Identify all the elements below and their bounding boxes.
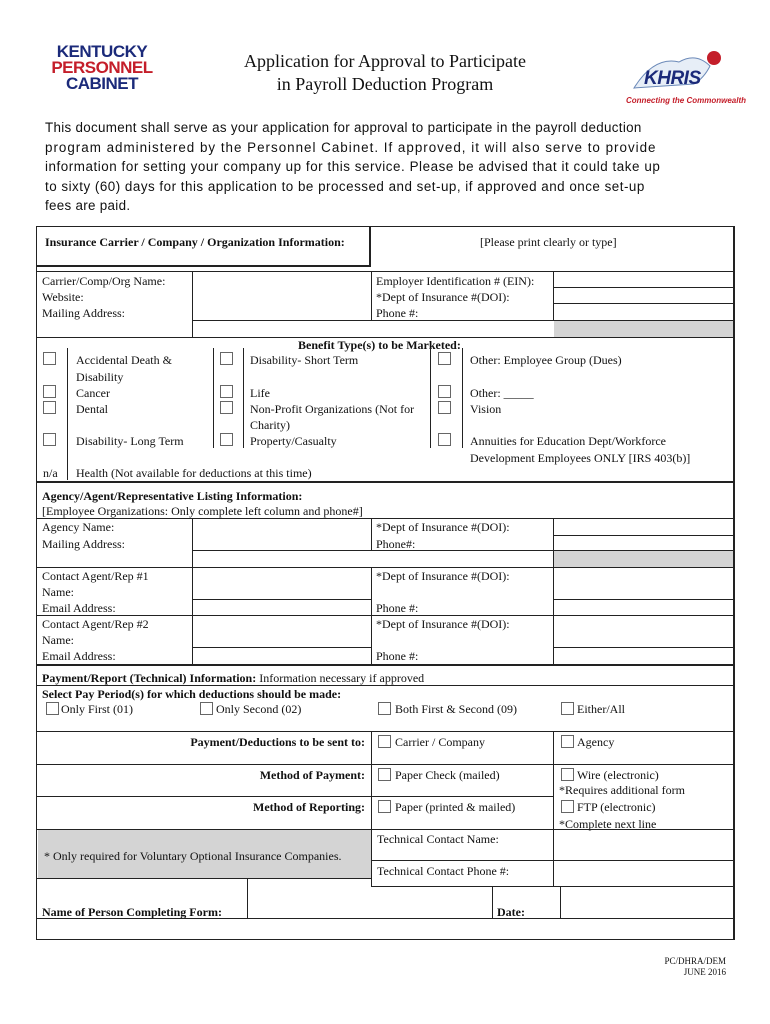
shaded-cell [554, 551, 733, 567]
pay-period-label: Only Second (02) [216, 702, 302, 716]
sent-to-agency-label: Agency [577, 735, 615, 749]
health-label: Health (Not available for deductions at this time) [76, 466, 312, 480]
benefit-checkbox-annuities[interactable] [438, 433, 451, 446]
benefit-label: Other: Employee Group (Dues) [470, 353, 622, 367]
benefit-checkbox-dental[interactable] [43, 401, 56, 414]
pay-period-label: Either/All [577, 702, 625, 716]
agent1-doi-field[interactable] [554, 568, 732, 599]
mailing-address-field-2[interactable] [193, 321, 553, 337]
benefit-label: Disability [76, 370, 124, 384]
pay-period-checkbox-second[interactable] [200, 702, 213, 715]
agent2-doi-field[interactable] [554, 616, 732, 647]
agent2-name-field[interactable] [193, 616, 371, 647]
agent2-doi-label: *Dept of Insurance #(DOI): [376, 617, 510, 631]
mailing-address-label: Mailing Address: [42, 306, 125, 320]
date-label: Date: [497, 905, 525, 919]
agency-name-field[interactable] [193, 519, 371, 551]
benefit-label: Charity) [250, 418, 290, 432]
voluntary-note: * Only required for Voluntary Optional Insurance Companies. [44, 849, 342, 863]
agent1-name-label: Name: [42, 585, 74, 599]
sent-to-label: Payment/Deductions to be sent to: [190, 735, 365, 749]
benefit-label: Disability- Long Term [76, 434, 184, 448]
agent2-phone-field[interactable] [554, 648, 732, 663]
payment-checkbox-check[interactable] [378, 768, 391, 781]
report-note: *Complete next line [559, 817, 657, 831]
intro-line: program administered by the Personnel Cabinet. If approved, it will also serve to provide [45, 139, 657, 155]
person-completing-label: Name of Person Completing Form: [42, 905, 222, 919]
intro-line: to sixty (60) days for this application to be processed and set-up, if approved and once set-up [45, 178, 645, 194]
agency-heading: Agency/Agent/Representative Listing Information: [42, 489, 303, 503]
pay-period-label: Both First & Second (09) [395, 702, 517, 716]
agency-phone-label: Phone#: [376, 537, 416, 551]
doi-label: *Dept of Insurance #(DOI): [376, 290, 510, 304]
intro-line: This document shall serve as your application for approval to participate in the payroll deduction [45, 120, 642, 135]
benefit-label: Development Employees ONLY [IRS 403(b)] [470, 451, 691, 465]
ein-label: Employer Identification # (EIN): [376, 274, 535, 288]
benefit-checkbox-property[interactable] [220, 433, 233, 446]
person-completing-field[interactable] [248, 879, 492, 918]
website-label: Website: [42, 290, 84, 304]
payment-checkbox-wire[interactable] [561, 768, 574, 781]
agency-doi-label: *Dept of Insurance #(DOI): [376, 520, 510, 534]
kentucky-personnel-logo [46, 44, 158, 92]
tech-name-field[interactable] [554, 830, 732, 860]
email1-field[interactable] [193, 600, 371, 615]
benefit-label: Disability- Short Term [250, 353, 359, 367]
agency-phone-field[interactable] [554, 536, 732, 550]
carrier-name-label: Carrier/Comp/Org Name: [42, 274, 166, 288]
khris-logo [624, 48, 746, 106]
intro-line: fees are paid. [45, 198, 131, 213]
na-label: n/a [43, 466, 58, 480]
benefit-label: Non-Profit Organizations (Not for [250, 402, 415, 416]
agency-name-label: Agency Name: [42, 520, 115, 534]
intro-paragraph [45, 118, 727, 216]
payment-wire-label: Wire (electronic) [577, 768, 659, 782]
agency-mailing-label: Mailing Address: [42, 537, 125, 551]
sent-to-checkbox-agency[interactable] [561, 735, 574, 748]
benefit-label: Other: _____ [470, 386, 534, 400]
benefit-label: Property/Casualty [250, 434, 337, 448]
pay-period-checkbox-first[interactable] [46, 702, 59, 715]
benefit-checkbox-nonprofit[interactable] [220, 401, 233, 414]
agent2-phone-label: Phone #: [376, 649, 419, 663]
report-checkbox-ftp[interactable] [561, 800, 574, 813]
benefit-checkbox-vision[interactable] [438, 401, 451, 414]
benefit-label: Cancer [76, 386, 110, 400]
agent2-name-label: Name: [42, 633, 74, 647]
title-line-1: Application for Approval to Participate [244, 51, 526, 71]
benefit-checkbox-accidental[interactable] [43, 352, 56, 365]
khris-logo-text: KHRIS [644, 68, 701, 89]
intro-line: information for setting your company up for this service. Please be advised that it could take up [45, 159, 661, 174]
benefit-checkbox-other[interactable] [438, 385, 451, 398]
agency-note: [Employee Organizations: Only complete left column and phone#] [42, 504, 363, 518]
print-note: [Please print clearly or type] [480, 235, 617, 249]
agent2-label: Contact Agent/Rep #2 [42, 617, 149, 631]
form-frame-right-shadow [733, 226, 735, 940]
email2-label: Email Address: [42, 649, 116, 663]
payment-heading-note: Information necessary if approved [259, 671, 425, 685]
benefit-label: Dental [76, 402, 108, 416]
insurance-heading: Insurance Carrier / Company / Organization Information: [45, 235, 345, 249]
agent1-phone-field[interactable] [554, 600, 732, 615]
date-field[interactable] [561, 887, 732, 918]
logo-line-2: PERSONNEL [51, 58, 153, 77]
pay-period-heading: Select Pay Period(s) for which deductions should be made: [42, 687, 342, 701]
logo-line-3: CABINET [65, 74, 139, 93]
benefit-checkbox-cancer[interactable] [43, 385, 56, 398]
carrier-info-field[interactable] [193, 272, 370, 320]
benefit-checkbox-life[interactable] [220, 385, 233, 398]
logo-line-1: KENTUCKY [56, 42, 148, 61]
footer-date: JUNE 2016 [683, 967, 726, 977]
benefit-label: Vision [470, 402, 502, 416]
benefits-heading: Benefit Type(s) to be Marketed: [298, 338, 461, 352]
pay-period-checkbox-both[interactable] [378, 702, 391, 715]
benefit-label: Accidental Death & [76, 353, 172, 367]
agent1-label: Contact Agent/Rep #1 [42, 569, 149, 583]
tech-phone-label: Technical Contact Phone #: [377, 864, 510, 878]
sent-to-carrier-label: Carrier / Company [395, 735, 485, 749]
benefit-checkbox-other-dues[interactable] [438, 352, 451, 365]
tech-name-label: Technical Contact Name: [377, 832, 499, 846]
page-title [200, 50, 570, 96]
footer-code: PC/DHRA/DEM [664, 956, 726, 966]
report-paper-label: Paper (printed & mailed) [395, 800, 516, 814]
benefit-label: Life [250, 386, 270, 400]
agency-doi-field[interactable] [554, 519, 732, 535]
benefit-label: Annuities for Education Dept/Workforce [470, 434, 666, 448]
payment-heading [42, 670, 424, 686]
agent1-doi-label: *Dept of Insurance #(DOI): [376, 569, 510, 583]
agency-mailing-field-2[interactable] [193, 551, 553, 567]
agent1-name-field[interactable] [193, 568, 371, 599]
agent1-phone-label: Phone #: [376, 601, 419, 615]
benefit-checkbox-disability-long[interactable] [43, 433, 56, 446]
khris-tagline: Connecting the Commonwealth [626, 96, 746, 105]
pay-period-label: Only First (01) [61, 702, 133, 716]
ein-field[interactable] [554, 272, 732, 287]
doi-field[interactable] [554, 288, 732, 303]
email2-field[interactable] [193, 648, 371, 663]
phone-field[interactable] [554, 304, 732, 319]
tech-phone-field[interactable] [554, 861, 732, 885]
benefit-checkbox-disability-short[interactable] [220, 352, 233, 365]
method-payment-label: Method of Payment: [259, 768, 365, 782]
method-report-label: Method of Reporting: [253, 800, 365, 814]
payment-note: *Requires additional form [559, 783, 685, 797]
report-checkbox-paper[interactable] [378, 800, 391, 813]
payment-check-label: Paper Check (mailed) [395, 768, 500, 782]
phone-label: Phone #: [376, 306, 419, 320]
title-line-2: in Payroll Deduction Program [276, 74, 494, 94]
report-ftp-label: FTP (electronic) [577, 800, 656, 814]
shaded-cell [554, 321, 733, 337]
pay-period-checkbox-either[interactable] [561, 702, 574, 715]
email1-label: Email Address: [42, 601, 116, 615]
payment-heading-bold: Payment/Report (Technical) Information: [42, 671, 257, 685]
sent-to-checkbox-carrier[interactable] [378, 735, 391, 748]
